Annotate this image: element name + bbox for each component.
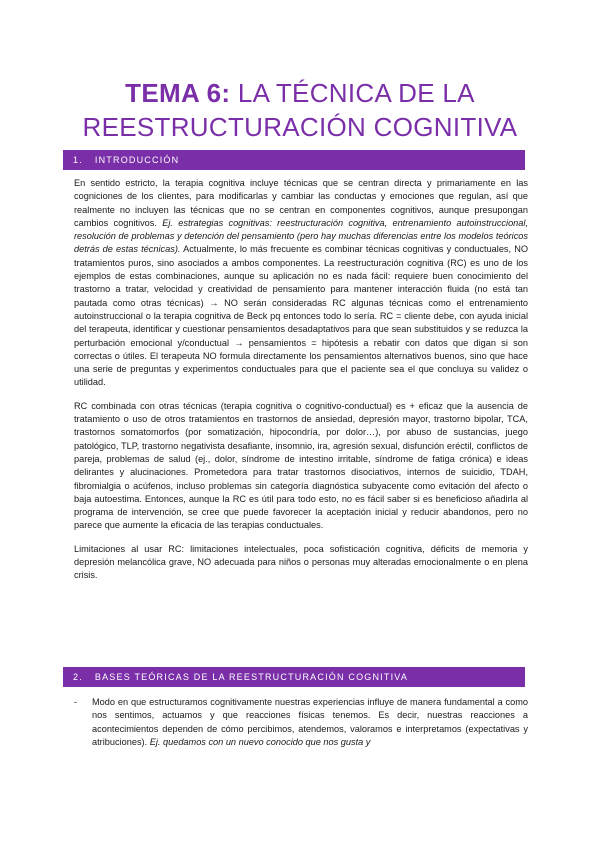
title-line-2: REESTRUCTURACIÓN COGNITIVA	[82, 112, 518, 142]
intro-p1-example: Ej. estrategias cognitivas: reestructuración cognitiva, entrenamiento autoinstruccional, resolución de problemas y detención del pensamiento (pero hay muchas diferencias entre los modelos teóricos detrás de estas técnicas).	[74, 217, 528, 255]
intro-paragraph-3: Limitaciones al usar RC: limitaciones intelectuales, poca sofisticación cognitiva, déficits de memoria y depresión melancólica grave, NO adecuada para niños o personas muy alteradas emocionalmente o en plena crisis.	[74, 543, 528, 581]
intro-p1-text-a: En sentido estricto, la terapia cognitiva incluye técnicas que se centran directa y primariamente en las cogniciones de los clientes, para modificarlas y cambiar las conductas y emociones que regulan, así que realmente no incluyen las técnicas que no se centran en componentes cognitivos, aunque presupongan cambios cognitivos.	[74, 178, 528, 228]
intro-p1-text-b: Actualmente, lo más frecuente es combinar técnicas cognitivas y conductuales, NO tratamientos puros, sino asociados a ambos componentes. La reestructuración cognitiva (RC) es uno de los ejemplos de estas combinaciones, aunque su aplicación no es nada fácil: requiere buen conocimiento del trastorno a tratar, velocidad y creatividad de pensamiento para mantener interacción fluida (no está tan pautada como otras técnicas) → NO serán consideradas RC algunas técnicas como el entrenamiento autoinstruccional o la terapia cognitiva de Beck pq entonces todo lo sería. RC = cliente debe, con ayuda inicial del terapeuta, identificar y cuestionar pensamientos desadaptativos para que sean substituidos y se reduzca la perturbación emocional y/conductual → pensamientos = hipótesis a rebatir con datos que digan si son correctas o útiles. El terapeuta NO formula directamente los pensamientos alternativos buenos, sino que hace una serie de preguntas y experimentos conductuales para que el paciente sea el que concluya su validez o utilidad.	[74, 244, 528, 388]
intro-paragraph-2: RC combinada con otras técnicas (terapia cognitiva o cognitivo-conductual) es + eficaz que la ausencia de tratamiento o uso de otros tratamientos en trastornos de ansiedad, depresión mayor, trastorno bipolar, TCA, trastornos somatomorfos (por somatización, hipocondría, por dolor…), por abuso de sustancias, juego patológico, TLP, trastorno negativista desafiante, insomnio, ira, agresión sexual, disfunción eréctil, conflictos de pareja, problemas de salud (ej., dolor, síndrome de intestino irritable, síndrome de fatiga crónica) e ideas delirantes y alucinaciones. Prometedora para tratar trastornos disociativos, internos de suicidio, TDAH, fibromialgia o acúfenos, incluso problemas sin categoría diagnóstica subyacente como evitación del afecto o baja autoestima. Entonces, aunque la RC es útil para todo esto, no es fácil saber si es beneficioso añadirla al programa de intervención, se cree que puede favorecer la aceptación inicial y reducir abandonos, pero no parece que aumente la eficacia de las terapias conductuales.	[74, 400, 528, 531]
page-title	[0, 76, 600, 144]
section-number: 2.	[73, 672, 83, 682]
list-item	[74, 696, 528, 749]
list-item-text	[92, 696, 528, 749]
title-number: TEMA 6:	[125, 78, 231, 108]
bases-item1-example: Ej. quedamos con un nuevo conocido que nos gusta y	[149, 736, 371, 747]
list-bullet-dash: -	[74, 697, 78, 707]
section-number: 1.	[73, 155, 83, 165]
intro-paragraph-1	[74, 177, 528, 390]
title-line-1	[0, 76, 600, 110]
title-text-1: LA TÉCNICA DE LA	[237, 78, 475, 108]
section-label: BASES TEÓRICAS DE LA REESTRUCTURACIÓN COGNITIVA	[94, 672, 409, 682]
intro-body	[74, 177, 528, 583]
section-label: INTRODUCCIÓN	[94, 155, 180, 165]
section-header-introduccion	[63, 150, 525, 170]
bases-item1-text: Modo en que estructuramos cognitivamente nuestras experiencias influye de manera fundamental a como nos sentimos, actuamos y que reacciones físicas tenemos. Es decir, nuestras reacciones a acontecimientos dependen de cómo percibimos, atendemos, valoramos e interpretamos (expectativas y atribuciones).	[92, 697, 528, 747]
section-header-bases-teoricas	[63, 667, 525, 687]
